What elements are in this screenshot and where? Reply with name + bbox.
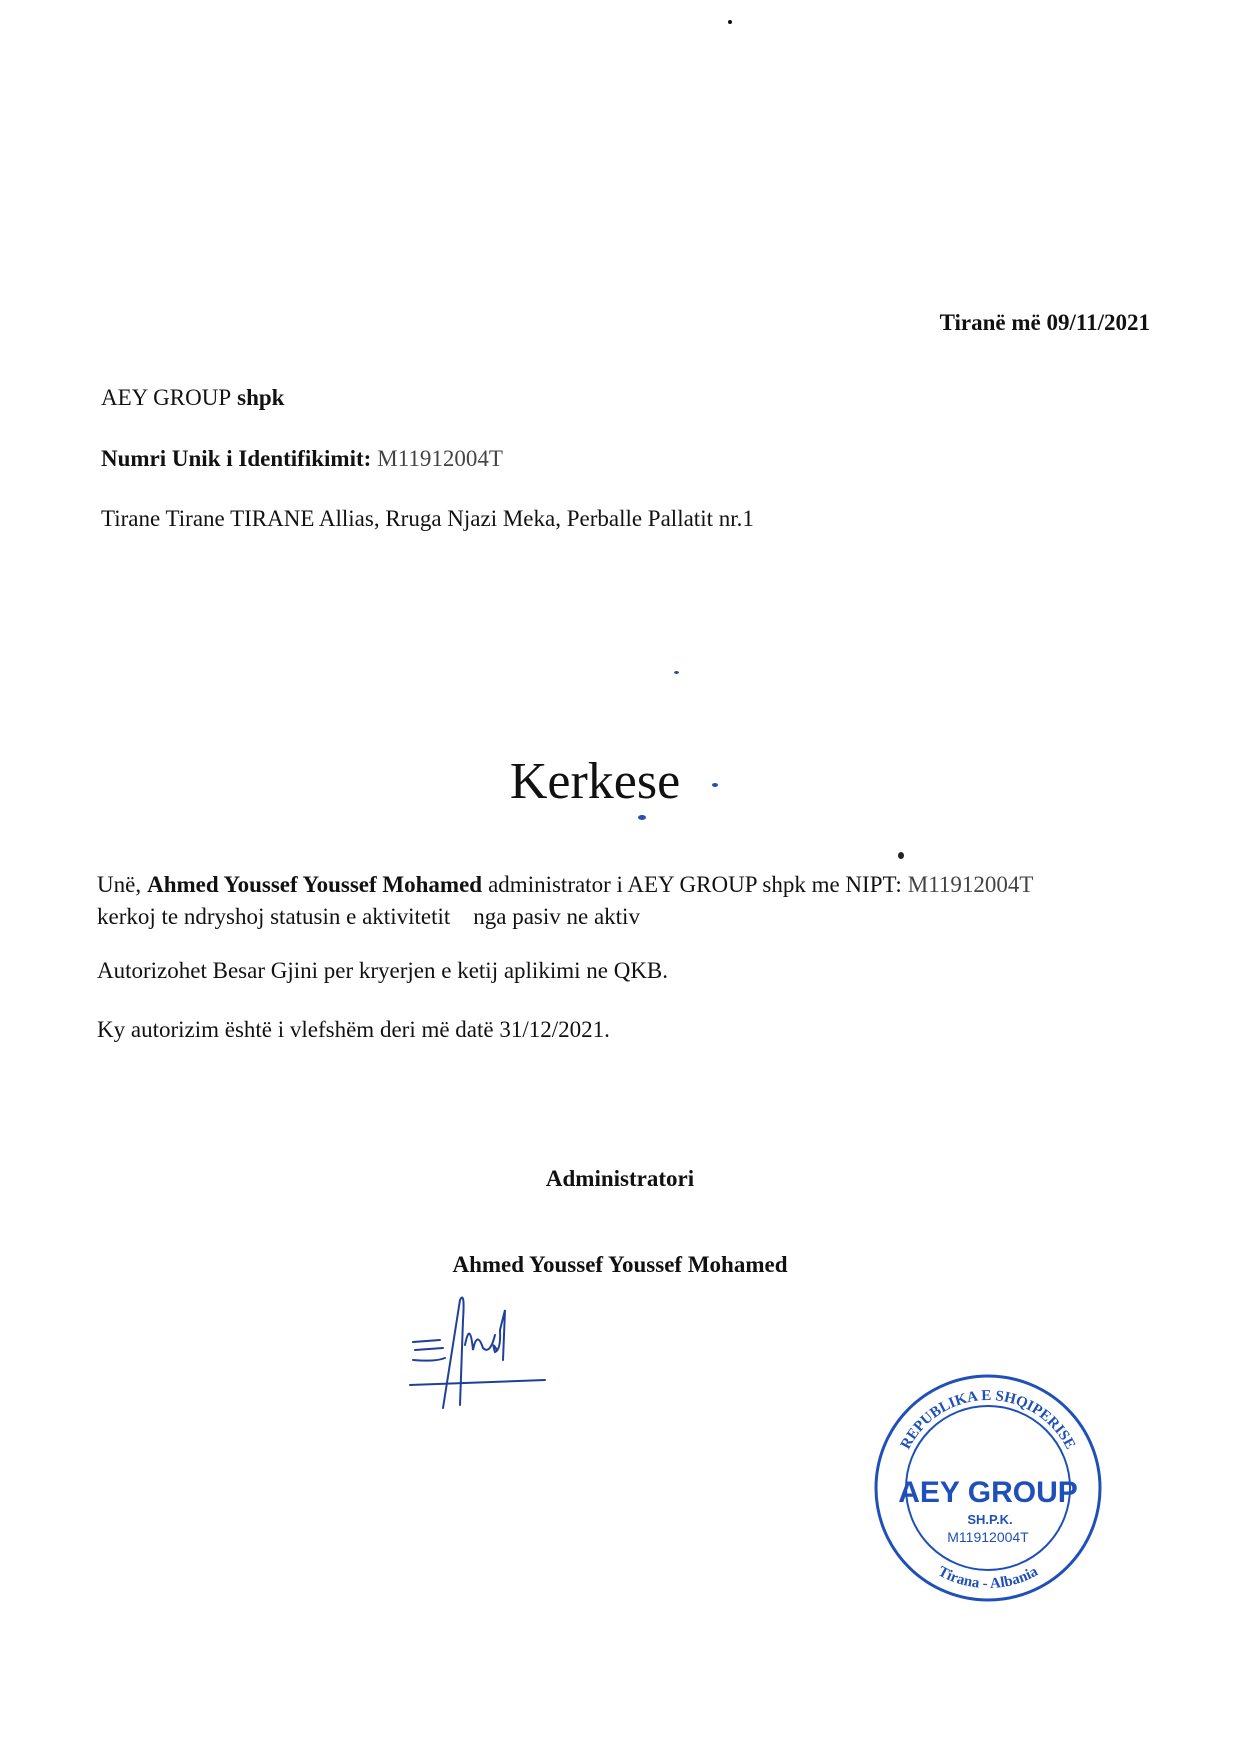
company-name-text: AEY GROUP xyxy=(101,385,232,410)
handwritten-signature xyxy=(405,1290,555,1415)
stamp-bottom-arc: Tirana - Albania xyxy=(935,1563,1041,1593)
company-stamp xyxy=(868,1368,1108,1608)
company-name xyxy=(101,385,284,411)
nuis-value: M11912004T xyxy=(377,446,503,471)
p1-rest: administrator i AEY GROUP shpk me NIPT: xyxy=(488,872,902,897)
company-address: Tirane Tirane TIRANE Allias, Rruga Njazi Meka, Perballe Pallatit nr.1 xyxy=(101,506,754,531)
svg-text:Tirana - Albania xyxy=(935,1563,1041,1592)
ink-speck xyxy=(712,783,718,787)
signature-role: Administratori xyxy=(545,1166,695,1191)
ink-speck xyxy=(728,20,732,24)
svg-text:REPUBLIKA E SHQIPERISE xyxy=(898,1388,1078,1452)
stamp-company: AEY GROUP xyxy=(898,1476,1078,1509)
ink-speck xyxy=(674,671,679,674)
signatory-name: Ahmed Youssef Youssef Mohamed xyxy=(452,1252,788,1277)
validity-paragraph: Ky autorizim është i vlefshëm deri më datë 31/12/2021. xyxy=(97,1017,610,1042)
p1-start: Unë, xyxy=(97,872,142,897)
request-paragraph-line2: kerkoj te ndryshoj statusin e aktivitetit nga pasiv ne aktiv xyxy=(97,904,640,929)
stamp-top-arc: REPUBLIKA E SHQIPERISE xyxy=(897,1387,1079,1452)
stamp-type: SH.P.K. xyxy=(967,1512,1013,1527)
authorization-paragraph: Autorizohet Besar Gjini per kryerjen e ketij aplikimi ne QKB. xyxy=(97,958,669,983)
company-nuis xyxy=(101,446,503,472)
ink-speck xyxy=(898,852,904,859)
place-date: Tiranë më 09/11/2021 xyxy=(939,310,1150,335)
administrator-name: Ahmed Youssef Youssef Mohamed xyxy=(147,872,483,897)
request-paragraph xyxy=(97,872,1033,898)
stamp-nuis: M11912004T xyxy=(947,1529,1029,1545)
nuis-label: Numri Unik i Identifikimit: xyxy=(101,446,372,471)
ink-speck xyxy=(638,815,646,820)
nipt-value: M11912004T xyxy=(907,872,1034,897)
document-title: Kerkese xyxy=(509,753,681,810)
company-suffix: shpk xyxy=(237,385,285,410)
